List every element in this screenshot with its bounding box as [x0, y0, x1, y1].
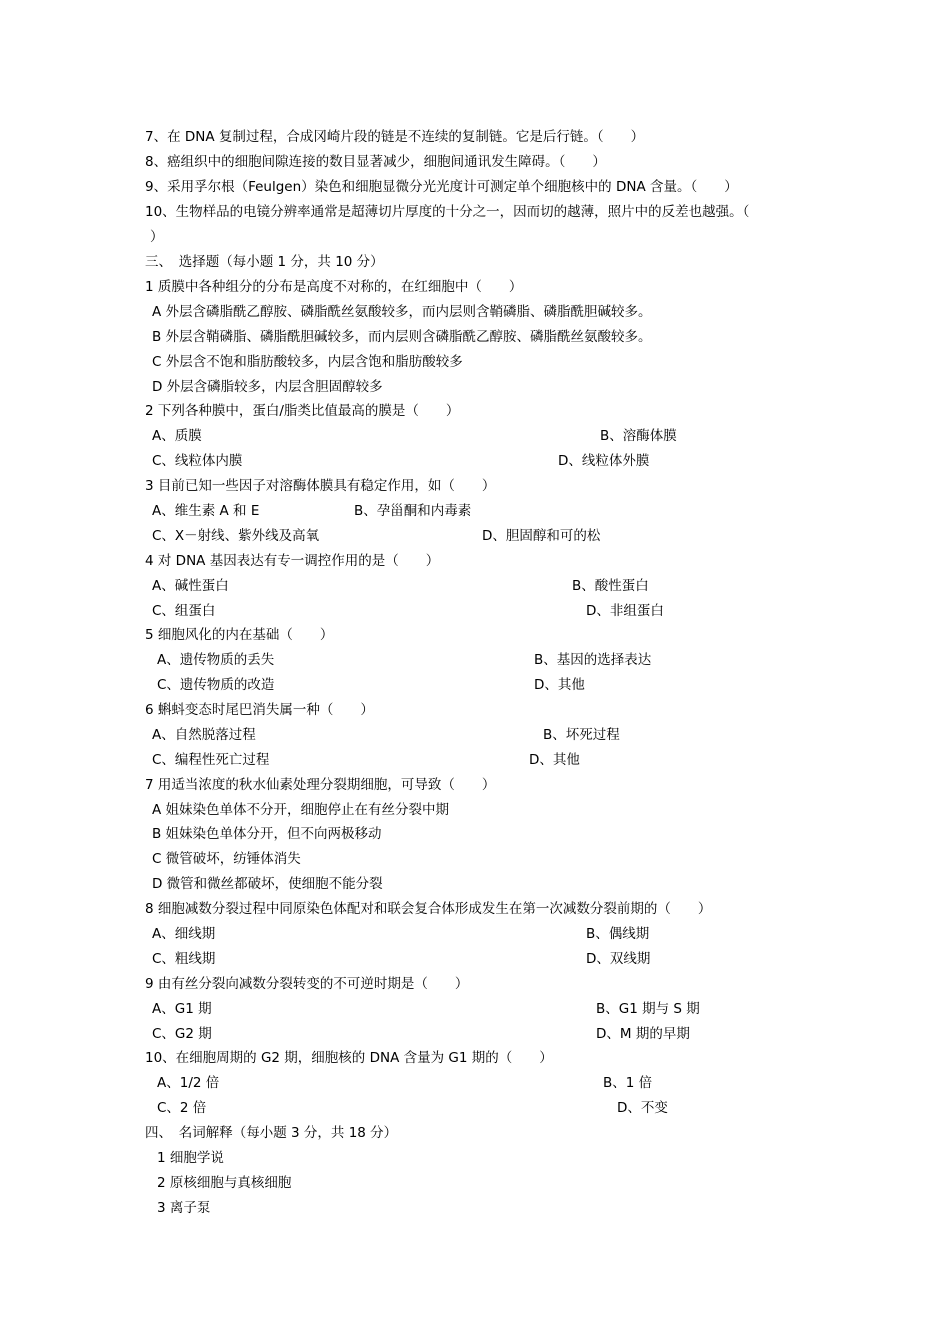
question-option: B、基因的选择表达 — [534, 652, 652, 668]
question-stem: 3 目前已知一些因子对溶酶体膜具有稳定作用，如（ ） — [145, 478, 496, 494]
question-stem: 9 由有丝分裂向减数分裂转变的不可逆时期是（ ） — [145, 976, 469, 992]
question-option: D、线粒体外膜 — [558, 453, 650, 469]
judge-item-10-cont: ） — [150, 229, 164, 245]
question-option: B 姐妹染色单体分开，但不向两极移动 — [152, 826, 382, 842]
question-option: C、2 倍 — [157, 1100, 207, 1116]
question-option: A、1/2 倍 — [157, 1075, 220, 1091]
question-option: B 外层含鞘磷脂、磷脂酰胆碱较多，而内层则含磷脂酰乙醇胺、磷脂酰丝氨酸较多。 — [152, 329, 652, 345]
question-option: D 外层含磷脂较多，内层含胆固醇较多 — [152, 379, 383, 395]
question-option: B、坏死过程 — [543, 727, 620, 743]
question-option: B、1 倍 — [603, 1075, 653, 1091]
question-option: B、孕甾酮和内毒素 — [354, 503, 472, 519]
question-stem: 1 质膜中各种组分的分布是高度不对称的，在红细胞中（ ） — [145, 279, 523, 295]
question-option: C 微管破坏，纺锤体消失 — [152, 851, 301, 867]
question-option: C、编程性死亡过程 — [152, 752, 270, 768]
question-option: A、自然脱落过程 — [152, 727, 256, 743]
judge-item-10: 10、生物样品的电镜分辨率通常是超薄切片厚度的十分之一，因而切的越薄，照片中的反差也越强。（ — [145, 204, 750, 220]
question-stem: 2 下列各种膜中，蛋白/脂类比值最高的膜是（ ） — [145, 403, 460, 419]
judge-item-7: 7、在 DNA 复制过程，合成冈崎片段的链是不连续的复制链。它是后行链。（ ） — [145, 129, 645, 145]
term-item: 1 细胞学说 — [157, 1150, 224, 1166]
question-option: B、偶线期 — [586, 926, 650, 942]
question-option: C 外层含不饱和脂肪酸较多，内层含饱和脂肪酸较多 — [152, 354, 463, 370]
term-item: 2 原核细胞与真核细胞 — [157, 1175, 292, 1191]
question-stem: 4 对 DNA 基因表达有专一调控作用的是（ ） — [145, 553, 440, 569]
question-option: D、胆固醇和可的松 — [482, 528, 601, 544]
question-option: D、其他 — [529, 752, 580, 768]
section-title-terms: 四、 名词解释（每小题 3 分，共 18 分） — [145, 1125, 398, 1141]
question-stem: 6 蝌蚪变态时尾巴消失属一种（ ） — [145, 702, 374, 718]
judge-item-8: 8、癌组织中的细胞间隙连接的数目显著减少，细胞间通讯发生障碍。（ ） — [145, 154, 606, 170]
question-option: C、粗线期 — [152, 951, 216, 967]
question-stem: 10、在细胞周期的 G2 期，细胞核的 DNA 含量为 G1 期的（ ） — [145, 1050, 553, 1066]
question-option: D、不变 — [617, 1100, 668, 1116]
question-option: C、X－射线、紫外线及高氧 — [152, 528, 320, 544]
question-option: A、质膜 — [152, 428, 202, 444]
question-option: B、溶酶体膜 — [600, 428, 677, 444]
question-option: C、遗传物质的改造 — [157, 677, 275, 693]
question-option: C、线粒体内膜 — [152, 453, 243, 469]
question-option: A、碱性蛋白 — [152, 578, 229, 594]
question-option: D 微管和微丝都破坏，使细胞不能分裂 — [152, 876, 383, 892]
question-option: A、G1 期 — [152, 1001, 212, 1017]
question-option: C、G2 期 — [152, 1026, 212, 1042]
question-option: A 姐妹染色单体不分开，细胞停止在有丝分裂中期 — [152, 802, 450, 818]
question-option: D、非组蛋白 — [586, 603, 664, 619]
question-option: D、M 期的早期 — [596, 1026, 690, 1042]
question-option: A、细线期 — [152, 926, 216, 942]
question-stem: 5 细胞风化的内在基础（ ） — [145, 627, 334, 643]
question-option: D、其他 — [534, 677, 585, 693]
section-title-choice: 三、 选择题（每小题 1 分，共 10 分） — [145, 254, 384, 270]
question-stem: 8 细胞减数分裂过程中同原染色体配对和联会复合体形成发生在第一次减数分裂前期的（ ） — [145, 901, 712, 917]
question-option: B、酸性蛋白 — [572, 578, 649, 594]
question-option: C、组蛋白 — [152, 603, 216, 619]
judge-item-9: 9、采用孚尔根（Feulgen）染色和细胞显微分光光度计可测定单个细胞核中的 DNA 含量。（ ） — [145, 179, 738, 195]
question-option: A 外层含磷脂酰乙醇胺、磷脂酰丝氨酸较多，而内层则含鞘磷脂、磷脂酰胆碱较多。 — [152, 304, 652, 320]
question-option: B、G1 期与 S 期 — [596, 1001, 700, 1017]
term-item: 3 离子泵 — [157, 1200, 211, 1216]
question-stem: 7 用适当浓度的秋水仙素处理分裂期细胞，可导致（ ） — [145, 777, 496, 793]
question-option: A、维生素 A 和 E — [152, 503, 260, 519]
question-option: A、遗传物质的丢失 — [157, 652, 275, 668]
question-option: D、双线期 — [586, 951, 651, 967]
